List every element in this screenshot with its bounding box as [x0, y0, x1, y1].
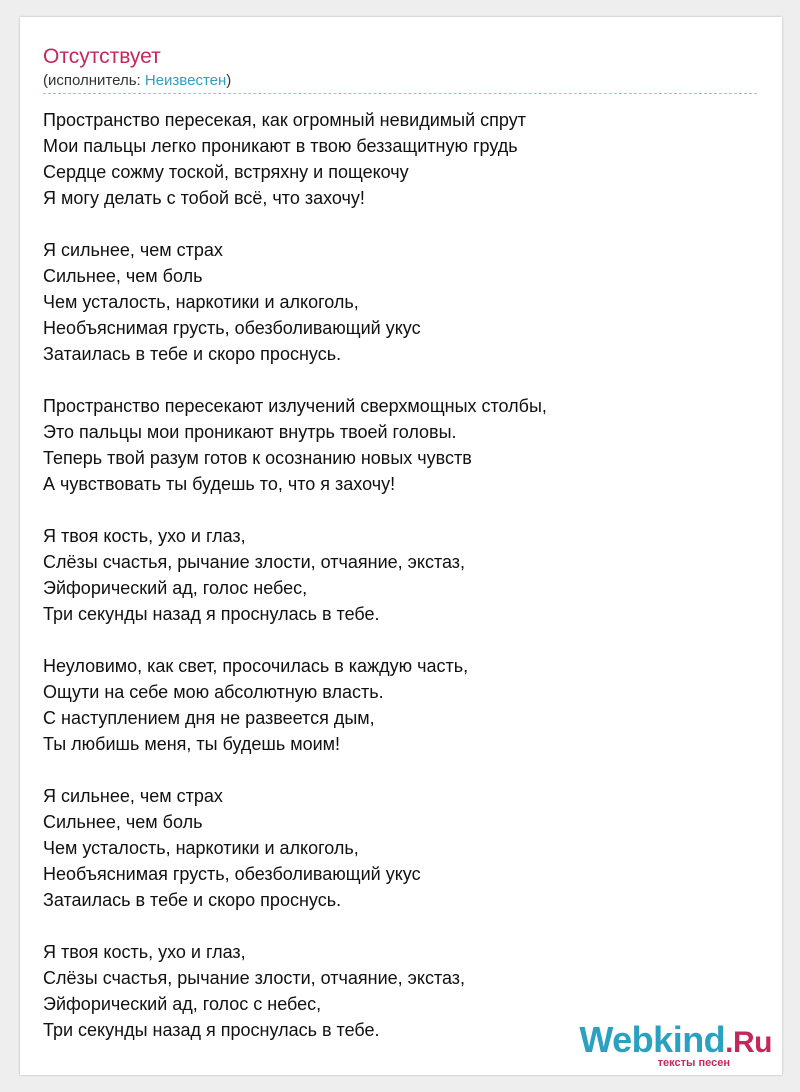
- lyrics-line: Ты любишь меня, ты будешь моим!: [43, 734, 341, 754]
- lyrics-stanza: [43, 237, 763, 367]
- lyrics-line: Ощути на себе мою абсолютную власть.: [43, 682, 384, 702]
- logo-tld: .Ru: [725, 1026, 772, 1059]
- lyrics-stanza: [43, 393, 763, 497]
- song-title: Отсутствует: [43, 45, 161, 68]
- lyrics-line: Пространство пересекая, как огромный невидимый спрут: [43, 110, 526, 130]
- lyrics-line: Необъяснимая грусть, обезболивающий укус: [43, 318, 421, 338]
- lyrics-line: Три секунды назад я проснулась в тебе.: [43, 1020, 380, 1040]
- lyrics-line: Мои пальцы легко проникают в твою беззащитную грудь: [43, 136, 518, 156]
- lyrics-line: Это пальцы мои проникают внутрь твоей головы.: [43, 422, 457, 442]
- lyrics-line: Чем усталость, наркотики и алкоголь,: [43, 838, 359, 858]
- artist-suffix: ): [226, 72, 232, 89]
- lyrics-stanza: [43, 783, 763, 913]
- lyrics-line: Я твоя кость, ухо и глаз,: [43, 526, 246, 546]
- lyrics-line: Сильнее, чем боль: [43, 266, 203, 286]
- logo-tagline: тексты песен: [657, 1057, 730, 1069]
- webkind-logo[interactable]: [572, 1020, 772, 1070]
- lyrics-line: Необъяснимая грусть, обезболивающий укус: [43, 864, 421, 884]
- lyrics-line: Затаилась в тебе и скоро проснусь.: [43, 890, 342, 910]
- lyrics-line: Я сильнее, чем страх: [43, 240, 223, 260]
- lyrics-line: Слёзы счастья, рычание злости, отчаяние, экстаз,: [43, 552, 466, 572]
- lyrics-line: С наступлением дня не развеется дым,: [43, 708, 375, 728]
- artist-line: [43, 72, 231, 90]
- lyrics-stanza: [43, 107, 763, 211]
- lyrics-line: Неуловимо, как свет, просочилась в каждую часть,: [43, 656, 469, 676]
- lyrics-line: Три секунды назад я проснулась в тебе.: [43, 604, 380, 624]
- lyrics-line: Эйфорический ад, голос небес,: [43, 578, 308, 598]
- lyrics-line: Чем усталость, наркотики и алкоголь,: [43, 292, 359, 312]
- lyrics-page: [20, 17, 782, 1075]
- artist-link[interactable]: Неизвестен: [144, 72, 227, 89]
- lyrics-line: Пространство пересекают излучений сверхмощных столбы,: [43, 396, 547, 416]
- lyrics-line: Теперь твой разум готов к осознанию новых чувств: [43, 448, 472, 468]
- lyrics-body: [43, 107, 763, 1069]
- lyrics-line: Сильнее, чем боль: [43, 812, 203, 832]
- lyrics-line: Затаилась в тебе и скоро проснусь.: [43, 344, 342, 364]
- lyrics-line: Эйфорический ад, голос с небес,: [43, 994, 322, 1014]
- lyrics-line: Я сильнее, чем страх: [43, 786, 223, 806]
- lyrics-line: Я могу делать с тобой всё, что захочу!: [43, 188, 365, 208]
- lyrics-line: Я твоя кость, ухо и глаз,: [43, 942, 246, 962]
- lyrics-line: А чувствовать ты будешь то, что я захочу!: [43, 474, 396, 494]
- artist-prefix: (исполнитель:: [43, 72, 145, 89]
- lyrics-stanza: [43, 523, 763, 627]
- lyrics-line: Слёзы счастья, рычание злости, отчаяние, экстаз,: [43, 968, 466, 988]
- logo-name: Webkind: [579, 1019, 726, 1060]
- title-divider: [43, 93, 757, 94]
- lyrics-stanza: [43, 653, 763, 757]
- lyrics-line: Сердце сожму тоской, встряхну и пощекочу: [43, 162, 409, 182]
